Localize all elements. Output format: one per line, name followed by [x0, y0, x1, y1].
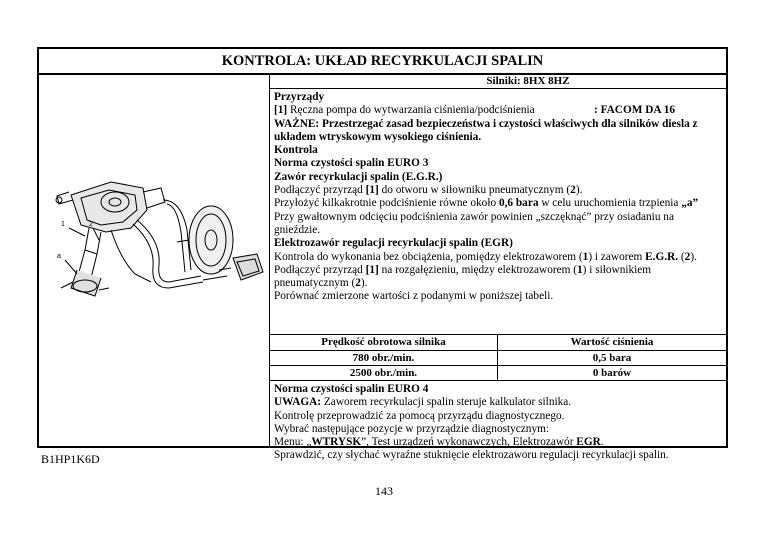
euro4-heading: Norma czystości spalin EURO 4: [274, 383, 429, 395]
egr-valve-heading: Zawór recyrkulacji spalin (E.G.R.): [274, 170, 443, 183]
page-number: 143: [375, 484, 393, 498]
page-title: KONTROLA: UKŁAD RECYRKULACJI SPALIN: [39, 49, 726, 75]
table-header-row: [270, 335, 726, 350]
euro3-heading: Norma czystości spalin EURO 3: [274, 157, 429, 170]
label-1: 1: [61, 221, 65, 228]
menu-line: Menu: „WTRYSK”, Test urządzeń wykonawczych, Elektrozawór EGR.: [274, 436, 604, 449]
table-cell: 2500 obr./min.: [270, 366, 498, 380]
step-branch: Podłączyć przyrząd [1] na rozgałęzieniu, między elektrozaworem (1) i siłownikiem pneumatycznym (2).: [274, 263, 652, 290]
diagnostic-line: Kontrolę przeprowadzić za pomocą przyrządu diagnostycznego.: [274, 409, 565, 422]
euro4-block: [274, 383, 720, 463]
table-row: [270, 350, 726, 365]
step-compare: Porównać zmierzone wartości z podanymi w poniższej tabeli.: [274, 290, 554, 303]
step-cutoff: Przy gwałtownym odcięciu podciśnienia zawór powinien „szczęknąć” przy osiadaniu na gnieździe.: [274, 210, 674, 236]
instructions-panel: [270, 75, 726, 462]
table-cell: 0 barów: [592, 367, 632, 379]
electrovalve-heading: Elektrozawór regulacji recyrkulacji spalin (EGR): [274, 237, 513, 250]
illustration-panel: [39, 75, 270, 446]
pressure-table: [270, 334, 726, 381]
label-a: a: [57, 253, 61, 260]
egr-valve-illustration: [51, 170, 266, 320]
instructions-block: [274, 91, 720, 304]
tools-heading: Przyrządy: [274, 91, 325, 103]
table-cell: 0,5 bara: [592, 352, 632, 364]
table-row: [270, 365, 726, 380]
step-connect: Podłączyć przyrząd [1] do otworu w siłowniku pneumatycznym (2).: [274, 184, 583, 197]
select-line: Wybrać następujące pozycje w przyrządzie diagnostycznym:: [274, 422, 550, 435]
label-2: 2: [89, 221, 93, 228]
image-code: B1HP1K6D: [41, 452, 100, 466]
table-header: Prędkość obrotowa silnika: [270, 335, 498, 350]
step-noload: Kontrola do wykonania bez obciążenia, pomiędzy elektrozaworem (1) i zaworem E.G.R. (2).: [274, 250, 697, 263]
engine-codes: Silniki: 8HX 8HZ: [270, 75, 726, 89]
table-cell: 780 obr./min.: [270, 351, 498, 365]
tool-line: [1] Ręczna pompa do wytwarzania ciśnienia/podciśnienia : FACOM DA 16: [274, 104, 676, 117]
step-vacuum: Przyłożyć kilkakrotnie podciśnienie równe około 0,6 bara w celu uruchomienia trzpienia „a”: [274, 197, 699, 210]
warning-text: WAŻNE: Przestrzegać zasad bezpieczeństwa i czystości właściwych dla silników diesla z układem wtryskowym wysokiego ciśnienia.: [274, 117, 698, 143]
check-line: Sprawdzić, czy słychać wyraźne stuknięcie elektrozaworu regulacji recyrkulacji spalin.: [274, 449, 669, 462]
table-header: Wartość ciśnienia: [570, 336, 654, 348]
note-line: UWAGA: Zaworem recyrkulacji spalin steruje kalkulator silnika.: [274, 396, 572, 409]
tool-reference: : FACOM DA 16: [594, 104, 676, 117]
control-heading: Kontrola: [274, 144, 318, 157]
